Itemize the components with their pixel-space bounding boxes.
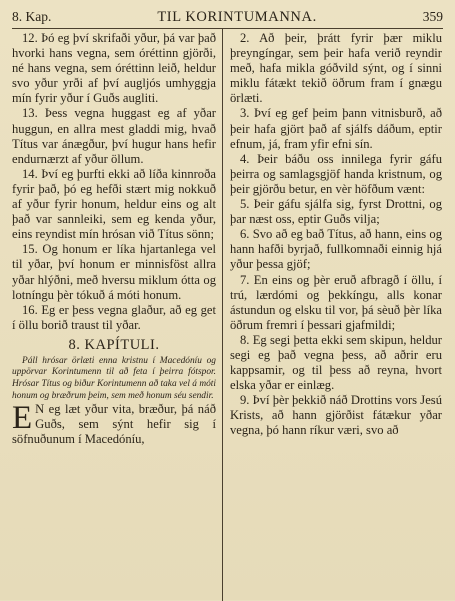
verse-1 [12,402,216,447]
verse-8: 8. Eg segi þetta ekki sem skipun, heldur segi eg það vegna þess, að aðrir eru kappsamir, og til þess að reyna, hvort elska yðar er einlæg. [230,332,442,393]
right-column [223,29,442,601]
book-title: TIL KORINTUMANNA. [157,9,317,25]
verse-4: 4. Þeir báðu oss innilega fyrir gáfu þeirra og samlagsgjöf handa kristnum, og þeir gjörðu betur, en vèr höfðum vænt: [230,151,442,196]
verse-6: 6. Svo að eg bað Títus, að hann, eins og hann hafði byrjað, fullkomnaði einnig hjá yður þessa gjöf; [230,227,442,272]
verse-12: 12. Þó eg því skrifaði yður, þá var það hvorki hans vegna, sem óréttinn gjörði, né hans vegna, sem óréttinn leið, heldur svo yður yrði af því augljós umhyggja mín fyrir yður í Guðs augliti. [12,31,216,106]
verse-7: 7. En eins og þèr eruð afbragð í öllu, í trú, lærdómi og þekkíngu, alls konar ástundun og elsku til vor, þá sèuð þèr líka öðrum fremri í þessari gjafmildi; [230,272,442,332]
verse-9: 9. Því þèr þekkið náð Drottins vors Jesú Krists, að hann gjörðist fátækur yðar vegna, þó hann ríkur væri, svo að [230,393,442,438]
left-column [12,29,222,601]
verse-5: 5. Þeir gáfu sjálfa sig, fyrst Drottni, og þar næst oss, eptir Guðs vilja; [230,197,442,227]
text-columns [12,29,443,601]
chapter-summary: Páll hrósar örlæti enna kristnu í Macedóníu og uppörvar Korintumenn til að feta í þeirra fótspor. Hrósar Títus og biður Korintumenn að taka vel á móti honum og bræðrum þeim, sem með honum séu sendir. [12,355,216,401]
verse-16: 16. Eg er þess vegna glaður, að eg get í öllu borið traust til yðar. [12,302,216,332]
verse-14: 14. Því eg þurfti ekki að líða kinnroða fyrir það, þó eg hefði stært mig nokkuð af yður fyrir honum, heldur eins og alt það var sannleiki, sem eg kenda yður, eins reyndist mín hrósan við Títus sönn; [12,166,216,242]
verse-2: 2. Að þeir, þrátt fyrir þær miklu þreyngíngar, sem þeir hafa verið reyndir með, hafa mikla góðvild sýnt, og í sinni miklu fátækt tekið öðrum fram í gnægu örlæti. [230,31,442,106]
verse-3: 3. Því eg gef þeim þann vitnisburð, að þeir hafa gjört það af sjálfs dáðum, eptir efnum, já, fram yfir efni sín. [230,106,442,151]
page-number: 359 [422,9,443,24]
running-header [12,8,443,29]
drop-cap: E [12,400,33,437]
chapter-label: 8. Kap. [12,9,52,24]
verse-1-text: N eg læt yður vita, bræður, þá náð Guðs, sem sýnt hefir sig í söfnuðunum í Macedóníu, [12,402,216,447]
chapter-heading: 8. KAPÍTULI. [68,336,160,353]
verse-13: 13. Þess vegna huggast eg af yðar huggun, en allra mest gladdi mig, hvað Títus var ánægður, því hugur hans hefir endurnærzt af yður öllum. [12,106,216,166]
verse-15: 15. Og honum er líka hjartanlega vel til yðar, því honum er minnisföst allra yðar hlýðni, með hversu miklum ótta og lotníngu þèr tókuð á móti honum. [12,242,216,302]
